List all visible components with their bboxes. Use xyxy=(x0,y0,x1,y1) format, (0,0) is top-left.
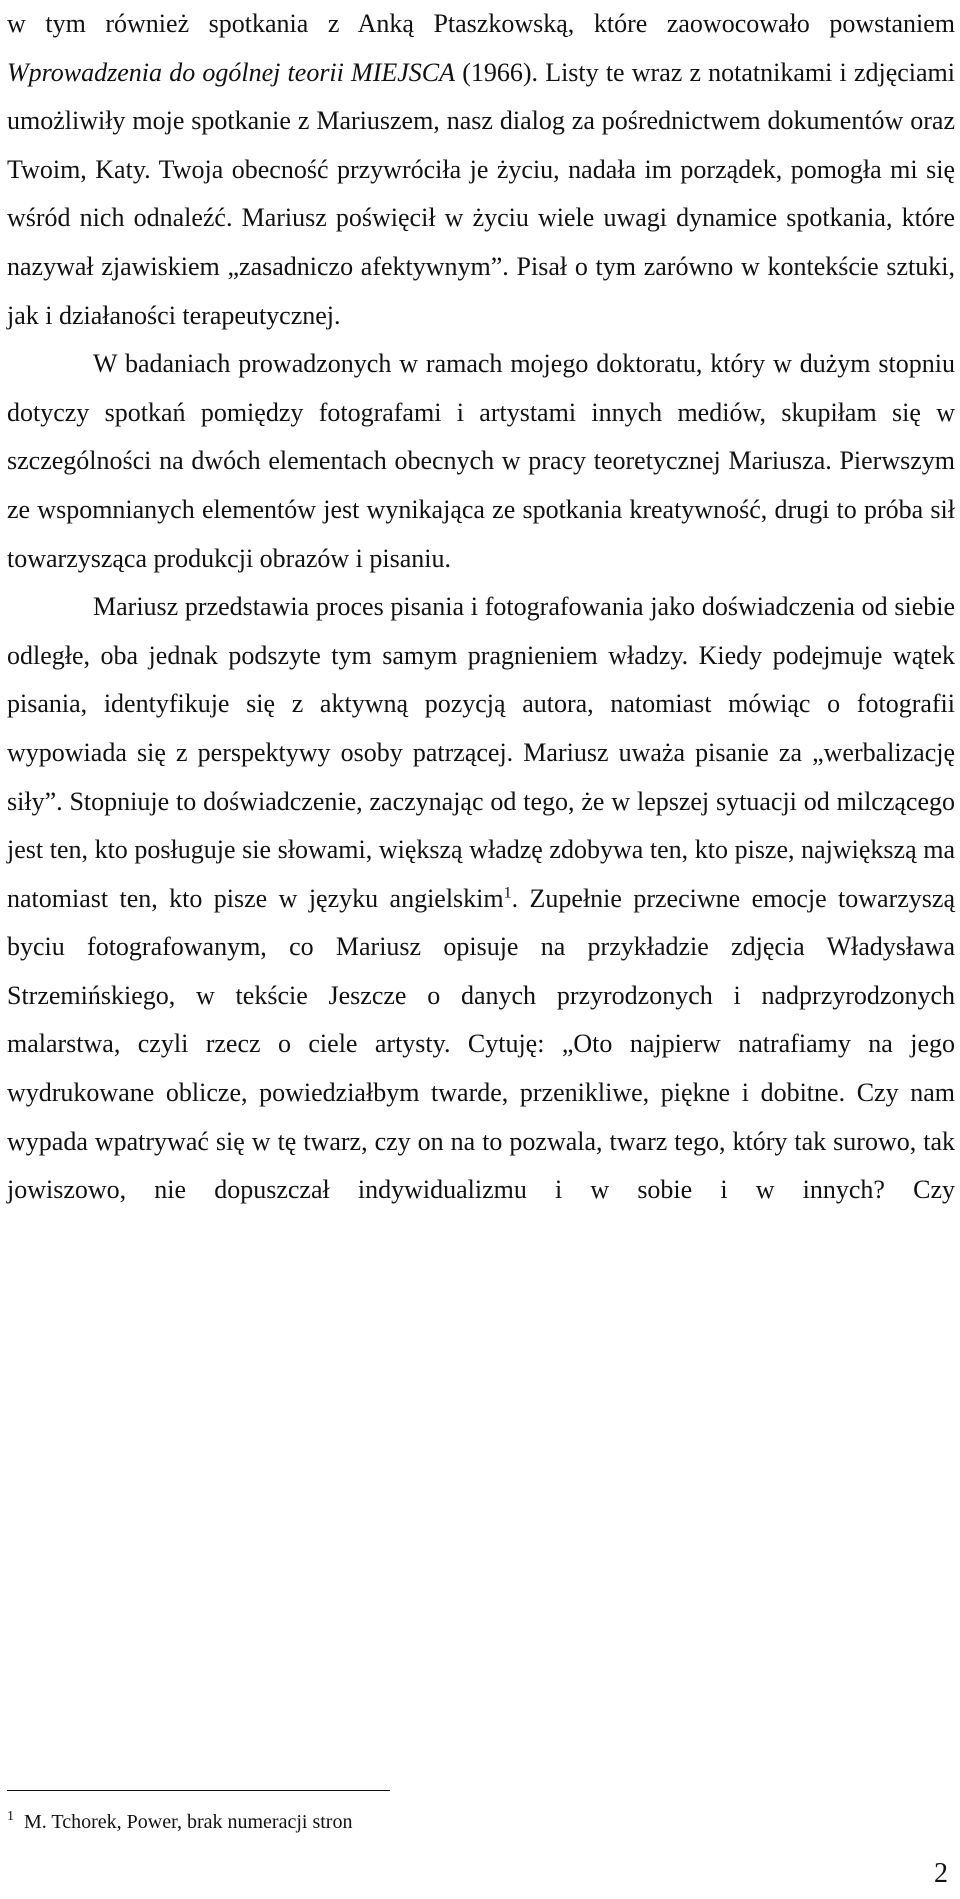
text-run: (1966). Listy te wraz z notatnikami i zdjęciami umożliwiły moje spotkanie z Mariuszem, nasz dialog za pośrednictwem dokumentów oraz Twoim, Katy. Twoja obecność przywróciła je życiu, nadała im porządek, pomogła mi się wśród nich odnaleźć. Mariusz poświęcił w życiu wiele uwagi dynamice spotkania, które nazywał zjawiskiem „zasadniczo afektywnym”. Pisał o tym zarówno w kontekście sztuki, jak i działaności terapeutycznej. xyxy=(7,57,955,330)
footnote-ref: 1 xyxy=(503,884,512,902)
paragraph xyxy=(7,0,955,340)
paragraph xyxy=(7,583,955,1215)
text-run: W badaniach prowadzonych w ramach mojego doktoratu, który w dużym stopniu dotyczy spotkań pomiędzy fotografami i artystami innych mediów, skupiłam się w szczególności na dwóch elementach obecnych w pracy teoretycznej Mariusza. Pierwszym ze wspomnianych elementów jest wynikająca ze spotkania kreatywność, drugi to próba sił towarzysząca produkcji obrazów i pisaniu. xyxy=(7,349,955,573)
text-run: Mariusz przedstawia proces pisania i fotografowania jako doświadczenia od siebie odległe, oba jednak podszyte tym samym pragnieniem władzy. Kiedy podejmuje wątek pisania, identyfikuje się z aktywną pozycją autora, natomiast mówiąc o fotografii wypowiada się z perspektywy osoby patrzącej. Mariusz uważa pisanie za „werbalizację siły”. Stopniuje to doświadczenie, zaczynając od tego, że w lepszej sytuacji od milczącego jest ten, kto posługuje sie słowami, większą władzę zdobywa ten, kto pisze, największą ma natomiast ten, kto pisze w języku angielskim xyxy=(7,592,955,913)
text-run: w tym również spotkania z Anką Ptaszkowską, które zaowocowało powstaniem xyxy=(7,9,955,38)
footnote-number: 1 xyxy=(7,1809,14,1825)
paragraph xyxy=(7,340,955,583)
footnote-separator xyxy=(7,1790,390,1791)
italic-title: Wprowadzenia do ogólnej teorii MIEJSCA xyxy=(7,57,456,87)
footnote-text: M. Tchorek, Power, brak numeracji stron xyxy=(24,1811,353,1833)
page-number: 2 xyxy=(934,1858,948,1889)
body-text xyxy=(7,0,955,1215)
text-run: . Zupełnie przeciwne emocje towarzyszą byciu fotografowanym, co Mariusz opisuje na przykładzie zdjęcia Władysława Strzemińskiego, w tekście Jeszcze o danych przyrodzonych i nadprzyrodzonych malarstwa, czyli rzecz o ciele artysty. Cytuję: „Oto najpierw natrafiamy na jego wydrukowane oblicze, powiedziałbym twarde, przenikliwe, piękne i dobitne. Czy nam wypada wpatrywać się w tę twarz, czy on na to pozwala, twarz tego, który tak surowo, tak jowiszowo, nie dopuszczał indywidualizmu i w sobie i w innych? Czy xyxy=(7,883,955,1205)
footnote xyxy=(7,1807,352,1837)
